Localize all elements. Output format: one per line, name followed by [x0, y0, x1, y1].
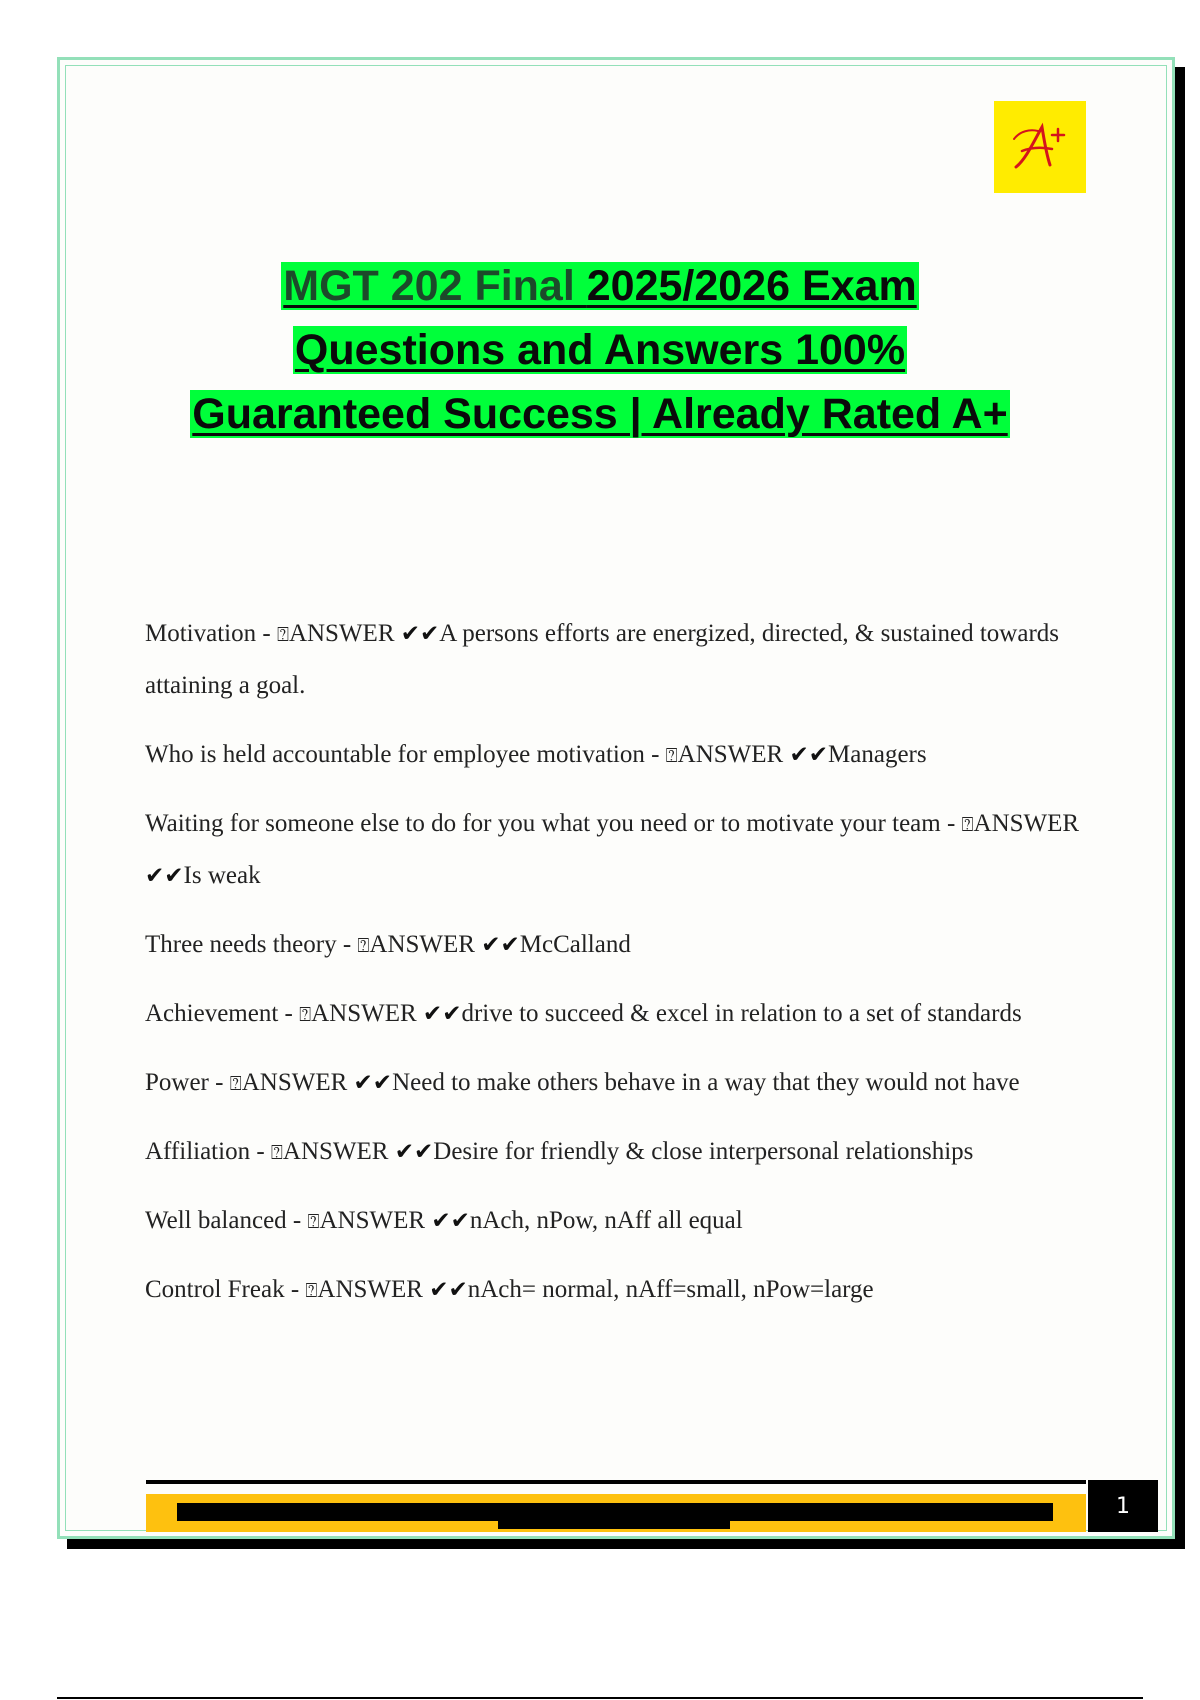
answer-marker-icon: ⍰: [276, 622, 289, 646]
a-plus-logo-icon: [994, 101, 1086, 193]
qa-answer: drive to succeed & excel in relation to a set of standards: [461, 1000, 1022, 1027]
qa-answer-label: ANSWER: [317, 1276, 430, 1303]
qa-question: Power -: [145, 1069, 230, 1096]
qa-answer: Need to make others behave in a way that they would not have: [392, 1069, 1020, 1096]
next-page-edge: [57, 1697, 1143, 1699]
answer-marker-icon: ⍰: [307, 1209, 320, 1233]
qa-answer: McCalland: [519, 931, 631, 958]
qa-item: [145, 919, 1090, 971]
qa-question: Who is held accountable for employee motivation -: [145, 741, 666, 768]
answer-marker-icon: ⍰: [305, 1278, 318, 1302]
double-check-icon: ✔✔: [431, 1208, 470, 1234]
qa-answer-label: ANSWER: [311, 1000, 423, 1027]
footer-bar: [146, 1494, 1086, 1532]
qa-answer: Is weak: [183, 862, 261, 889]
a-plus-logo-glyph: [1008, 119, 1072, 175]
answer-marker-icon: ⍰: [357, 933, 370, 957]
double-check-icon: ✔✔: [429, 1277, 468, 1303]
double-check-icon: ✔✔: [481, 932, 520, 958]
qa-question: Three needs theory -: [145, 931, 358, 958]
answer-marker-icon: ⍰: [229, 1071, 242, 1095]
qa-item: [145, 608, 1090, 712]
double-check-icon: ✔✔: [400, 621, 440, 647]
qa-answer-label: ANSWER: [973, 810, 1080, 837]
document-title: [100, 254, 1100, 446]
qa-question: Motivation -: [145, 620, 277, 647]
footer-bar-tab: [498, 1521, 730, 1529]
title-line-1-course: MGT 202 Final: [283, 262, 587, 310]
title-line-1-text: 2025/2026 Exam: [586, 262, 917, 310]
qa-answer: A persons efforts are energized, directed, & sustained towards attaining a goal.: [145, 620, 1060, 699]
footer-bar-inner: [177, 1503, 1053, 1521]
qa-answer-label: ANSWER: [319, 1207, 432, 1234]
qa-answer-label: ANSWER: [282, 1138, 395, 1165]
page-number: 1: [1088, 1480, 1158, 1532]
qa-answer-label: ANSWER: [241, 1069, 354, 1096]
qa-question: Control Freak -: [145, 1276, 306, 1303]
qa-item: [145, 1126, 1090, 1178]
double-check-icon: ✔✔: [394, 1139, 434, 1165]
footer-rule: [146, 1480, 1086, 1484]
answer-marker-icon: ⍰: [299, 1002, 312, 1026]
answer-marker-icon: ⍰: [961, 812, 974, 836]
qa-answer: nAch, nPow, nAff all equal: [469, 1207, 743, 1234]
qa-question: Waiting for someone else to do for you what you need or to motivate your team -: [145, 810, 962, 837]
qa-item: [145, 1057, 1090, 1109]
qa-answer: Desire for friendly & close interpersonal relationships: [433, 1138, 974, 1165]
qa-answer-label: ANSWER: [677, 741, 790, 768]
qa-item: [145, 798, 1090, 902]
qa-answer: nAch= normal, nAff=small, nPow=large: [467, 1276, 874, 1303]
qa-answer-label: ANSWER: [288, 620, 401, 647]
title-line-2: [100, 318, 1100, 382]
double-check-icon: ✔✔: [422, 1001, 462, 1027]
qa-item: [145, 729, 1090, 781]
qa-answer-label: ANSWER: [369, 931, 482, 958]
double-check-icon: ✔✔: [145, 863, 184, 889]
qa-item: [145, 988, 1090, 1040]
title-line-3: [100, 382, 1100, 446]
double-check-icon: ✔✔: [789, 742, 829, 768]
qa-item: [145, 1264, 1090, 1316]
double-check-icon: ✔✔: [353, 1070, 393, 1096]
title-line-3-text: Guaranteed Success | Already Rated A+: [192, 390, 1008, 438]
qa-answer: Managers: [828, 741, 927, 768]
title-line-2-text: Questions and Answers 100%: [294, 326, 906, 374]
qa-question: Achievement -: [145, 1000, 300, 1027]
answer-marker-icon: ⍰: [270, 1140, 283, 1164]
answer-marker-icon: ⍰: [665, 743, 678, 767]
qa-list: [145, 608, 1090, 1333]
qa-question: Well balanced -: [145, 1207, 308, 1234]
qa-item: [145, 1195, 1090, 1247]
qa-question: Affiliation -: [145, 1138, 271, 1165]
title-line-1: [100, 254, 1100, 318]
